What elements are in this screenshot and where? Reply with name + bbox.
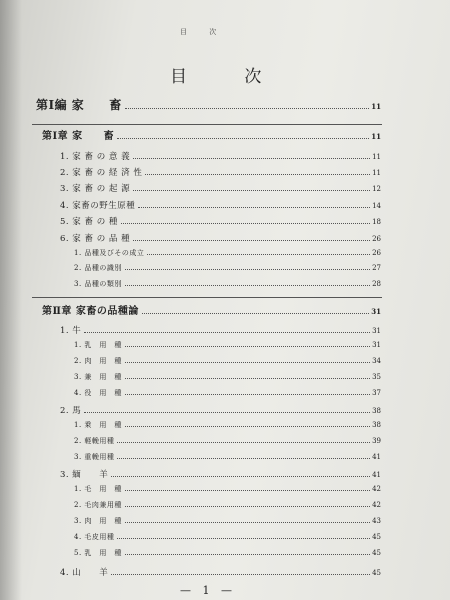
toc-entry bbox=[60, 566, 381, 578]
toc-entry-label: 1. 乳 用 種 bbox=[74, 341, 122, 349]
dot-leader bbox=[133, 240, 370, 241]
toc-entry-label: 4. 毛皮用種 bbox=[74, 533, 115, 541]
toc-entry bbox=[60, 468, 381, 480]
dot-leader bbox=[125, 378, 370, 379]
toc-entry bbox=[74, 372, 381, 382]
dot-leader bbox=[147, 254, 370, 255]
toc-entry bbox=[60, 182, 381, 194]
toc-entry-label: 4. 家畜の野生原種 bbox=[60, 201, 136, 211]
dot-leader bbox=[125, 346, 370, 347]
dot-leader bbox=[84, 332, 370, 333]
dot-leader bbox=[111, 574, 370, 575]
toc-entry-label: 5. 家 畜 の 種 bbox=[60, 217, 118, 227]
toc-entry-label: 3. 兼 用 種 bbox=[74, 373, 122, 381]
dot-leader bbox=[125, 554, 370, 555]
toc-entry bbox=[74, 516, 381, 526]
toc-entry bbox=[42, 127, 381, 142]
toc-entry-label: 2. 毛肉兼用種 bbox=[74, 501, 122, 509]
toc-entry-page: 18 bbox=[372, 218, 381, 226]
dot-leader bbox=[125, 490, 370, 491]
toc-entry bbox=[74, 248, 381, 258]
page-title: 目 次 bbox=[170, 67, 288, 87]
toc-entry-page: 42 bbox=[372, 485, 381, 493]
toc-entry bbox=[74, 388, 381, 398]
dot-leader bbox=[117, 458, 370, 459]
toc-entry-label: 3. 緬 羊 bbox=[60, 470, 109, 480]
dot-leader bbox=[142, 313, 369, 314]
dot-leader bbox=[125, 269, 370, 270]
toc-entry-page: 31 bbox=[372, 327, 381, 335]
dot-leader bbox=[125, 285, 370, 286]
toc-entry-label: 1. 乗 用 種 bbox=[74, 421, 122, 429]
toc-entry-label: 1. 毛 用 種 bbox=[74, 485, 122, 493]
divider bbox=[32, 124, 382, 125]
toc-entry-label: 2. 馬 bbox=[60, 406, 82, 416]
toc-entry-label: 第Ⅰ編 家 畜 bbox=[36, 98, 122, 112]
toc-entry-page: 37 bbox=[372, 389, 381, 397]
toc-entry-page: 38 bbox=[372, 421, 381, 429]
toc-entry bbox=[74, 263, 381, 273]
toc-entry-page: 28 bbox=[372, 280, 381, 288]
toc-entry-label: 1. 牛 bbox=[60, 326, 82, 336]
toc-entry bbox=[60, 324, 381, 336]
toc-entry-label: 1. 家 畜 の 意 義 bbox=[60, 152, 131, 162]
toc-entry bbox=[60, 150, 381, 162]
toc-entry bbox=[74, 452, 381, 462]
toc-entry-label: 第Ⅰ章 家 畜 bbox=[42, 131, 115, 142]
dot-leader bbox=[125, 426, 370, 427]
toc-entry bbox=[74, 420, 381, 430]
toc-entry bbox=[60, 232, 381, 244]
toc-entry bbox=[74, 356, 381, 366]
toc-entry bbox=[36, 96, 381, 113]
toc-entry-page: 26 bbox=[372, 235, 381, 243]
toc-entry bbox=[74, 548, 381, 558]
toc-entry-label: 3. 品種の類別 bbox=[74, 280, 122, 288]
dot-leader bbox=[125, 522, 370, 523]
dot-leader bbox=[121, 223, 370, 224]
toc-entry bbox=[60, 215, 381, 227]
dot-leader bbox=[145, 174, 370, 175]
toc-entry-page: 39 bbox=[372, 437, 381, 445]
toc-entry bbox=[74, 436, 381, 446]
dot-leader bbox=[125, 362, 370, 363]
page-number-footer: — 1 — bbox=[180, 584, 236, 597]
toc-entry bbox=[74, 484, 381, 494]
dot-leader bbox=[117, 442, 370, 443]
toc-entry-page: 12 bbox=[372, 185, 381, 193]
dot-leader bbox=[125, 506, 370, 507]
toc-entry-page: 45 bbox=[372, 569, 381, 577]
toc-entry-page: 11 bbox=[372, 169, 381, 177]
toc-entry-page: 41 bbox=[372, 471, 381, 479]
toc-entry-page: 31 bbox=[371, 307, 381, 316]
toc-entry-label: 1. 品種及びその成立 bbox=[74, 249, 145, 257]
toc-entry bbox=[60, 404, 381, 416]
toc-entry-page: 14 bbox=[372, 202, 381, 210]
toc-entry-label: 4. 役 用 種 bbox=[74, 389, 122, 397]
toc-entry bbox=[74, 532, 381, 542]
toc-entry bbox=[74, 279, 381, 289]
toc-entry bbox=[60, 166, 381, 178]
dot-leader bbox=[84, 412, 370, 413]
dot-leader bbox=[117, 538, 370, 539]
toc-entry-page: 34 bbox=[372, 357, 381, 365]
toc-entry-page: 45 bbox=[372, 549, 381, 557]
dot-leader bbox=[133, 158, 370, 159]
divider bbox=[32, 297, 382, 298]
running-head: 目 次 bbox=[180, 28, 227, 36]
toc-entry-page: 11 bbox=[371, 132, 381, 141]
toc-entry-label: 4. 山 羊 bbox=[60, 568, 109, 578]
toc-entry-page: 38 bbox=[372, 407, 381, 415]
toc-entry-page: 27 bbox=[372, 264, 381, 272]
toc-entry bbox=[60, 199, 381, 211]
toc-entry bbox=[74, 500, 381, 510]
toc-entry bbox=[74, 340, 381, 350]
toc-entry-label: 2. 肉 用 種 bbox=[74, 357, 122, 365]
dot-leader bbox=[111, 476, 370, 477]
toc-entry-label: 6. 家 畜 の 品 種 bbox=[60, 234, 131, 244]
toc-entry bbox=[42, 302, 381, 317]
toc-entry-label: 第Ⅱ章 家畜の品種論 bbox=[42, 306, 139, 317]
dot-leader bbox=[125, 394, 370, 395]
dot-leader bbox=[133, 190, 370, 191]
dot-leader bbox=[117, 138, 369, 139]
toc-entry-label: 2. 軽輓用種 bbox=[74, 437, 115, 445]
toc-entry-page: 42 bbox=[372, 501, 381, 509]
dot-leader bbox=[138, 207, 370, 208]
toc-entry-page: 11 bbox=[371, 102, 381, 111]
toc-entry-page: 11 bbox=[372, 153, 381, 161]
toc-entry-label: 5. 乳 用 種 bbox=[74, 549, 122, 557]
dot-leader bbox=[125, 108, 369, 109]
toc-entry-label: 2. 品種の識別 bbox=[74, 264, 122, 272]
toc-entry-page: 43 bbox=[372, 517, 381, 525]
toc-entry-page: 45 bbox=[372, 533, 381, 541]
toc-entry-label: 3. 肉 用 種 bbox=[74, 517, 122, 525]
toc-entry-label: 3. 重輓用種 bbox=[74, 453, 115, 461]
toc-entry-page: 31 bbox=[372, 341, 381, 349]
toc-entry-page: 35 bbox=[372, 373, 381, 381]
toc-entry-page: 41 bbox=[372, 453, 381, 461]
toc-entry-page: 26 bbox=[372, 249, 381, 257]
toc-entry-label: 2. 家 畜 の 経 済 性 bbox=[60, 168, 143, 178]
toc-entry-label: 3. 家 畜 の 起 源 bbox=[60, 184, 131, 194]
